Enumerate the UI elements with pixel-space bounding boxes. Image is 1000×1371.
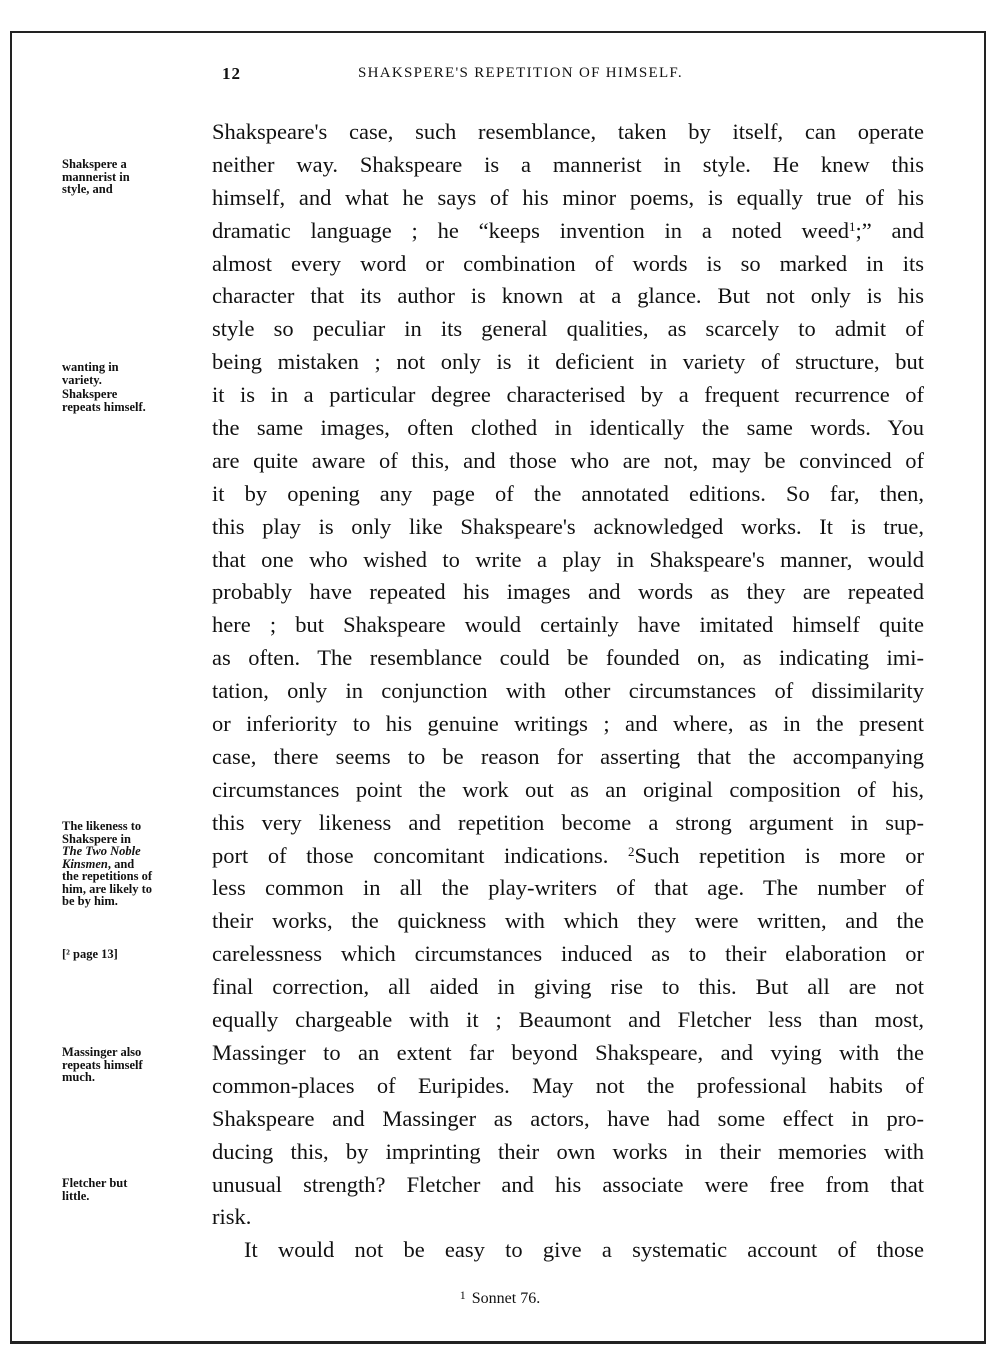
- text-line: as often. The resemblance could be founded on, as indicating imi-: [212, 645, 924, 671]
- text-line: final correction, all aided in giving rise to this. But all are not: [212, 974, 924, 1000]
- text-line: that one who wished to write a play in Shakspeare's manner, would: [212, 546, 924, 572]
- sidenote-line: him, are likely to: [62, 881, 153, 896]
- text-line: the same images, often clothed in identically the same words. You: [212, 415, 924, 441]
- page-break-marker-2: 2: [627, 843, 635, 859]
- sidenote-line: [² page 13]: [62, 947, 118, 961]
- sidenote-line: Fletcher but: [62, 1176, 128, 1190]
- sidenote-massinger: [62, 1046, 192, 1084]
- text-line: it is in a particular degree characterised by a frequent recurrence of: [212, 382, 924, 408]
- sidenote-italic-title: Kinsmen: [62, 856, 108, 871]
- sidenote-line: little.: [62, 1188, 90, 1203]
- text-line: almost every word or combination of words is so marked in its: [212, 250, 924, 276]
- text-span: ;” and: [855, 217, 924, 243]
- sidenote-line: style, and: [62, 182, 113, 196]
- sidenote-line: much.: [62, 1070, 95, 1084]
- text-line: here ; but Shakspeare would certainly have imitated himself quite: [212, 612, 924, 638]
- footnote-mark: 1: [459, 1288, 466, 1302]
- sidenote-line: the repetitions of: [62, 869, 153, 883]
- text-line: Shakspeare's case, such resemblance, taken by itself, can operate: [212, 119, 924, 144]
- text-line: this play is only like Shakspeare's acknowledged works. It is true,: [212, 513, 924, 539]
- text-line: probably have repeated his images and words as they are repeated: [212, 579, 924, 605]
- footnote-ref-1[interactable]: 1: [848, 218, 856, 234]
- sidenote-italic-title: The Two Noble: [62, 844, 141, 858]
- sidenote-line: The likeness to: [62, 819, 142, 833]
- text-line: circumstances point the work out as an original composition of his,: [212, 776, 924, 802]
- text-line: character that its author is known at a glance. But not only is his: [212, 283, 924, 309]
- text-line: are quite aware of this, and those who are not, may be convinced of: [212, 447, 924, 473]
- text-line: this very likeness and repetition become a strong argument in sup-: [212, 809, 924, 835]
- sidenote-line: mannerist in: [62, 169, 130, 184]
- sidenote-wanting-variety: [62, 361, 192, 386]
- text-line: equally chargeable with it ; Beaumont and Fletcher less than most,: [212, 1007, 924, 1033]
- sidenote-fletcher: [62, 1177, 192, 1202]
- text-line: unusual strength? Fletcher and his associate were free from that: [212, 1171, 924, 1197]
- text-line: or inferiority to his genuine writings ; and where, as in the present: [212, 711, 924, 737]
- text-line: tation, only in conjunction with other circumstances of dissimilarity: [212, 678, 924, 704]
- sidenote-line: wanting in: [62, 360, 119, 374]
- text-line: being mistaken ; not only is it deficient in variety of structure, but: [212, 349, 924, 375]
- sidenote-line: be by him.: [62, 894, 118, 908]
- footnote-text: Sonnet 76.: [471, 1290, 541, 1307]
- text-line: common-places of Euripides. May not the professional habits of: [212, 1072, 924, 1098]
- text-span: port of those concomitant indications.: [212, 842, 628, 868]
- text-line: less common in all the play-writers of that age. The number of: [212, 875, 924, 901]
- sidenote-text: , and: [107, 856, 135, 871]
- text-span: dramatic language ; he “keeps invention in a noted weed: [212, 217, 849, 243]
- text-line: their works, the quickness with which they were written, and the: [212, 908, 924, 934]
- text-line: case, there seems to be reason for asserting that the accompanying: [212, 743, 924, 769]
- page-number: 12: [222, 64, 241, 83]
- text-line: style so peculiar in its general qualities, as scarcely to admit of: [212, 316, 924, 342]
- sidenote-page-ref: [62, 948, 192, 961]
- sidenote-line: Shakspere in: [62, 831, 131, 846]
- page-header: [0, 64, 1000, 88]
- text-line: himself, and what he says of his minor poems, is equally true of his: [212, 184, 924, 210]
- sidenote-line: variety.: [62, 372, 102, 387]
- sidenote-line: repeats himself.: [62, 399, 146, 414]
- sidenote-likeness: [62, 820, 192, 908]
- text-span: Such repetition is more or: [634, 842, 924, 868]
- sidenote-line: Massinger also: [62, 1045, 142, 1059]
- body-text: [212, 116, 924, 1267]
- sidenote-line: Shakspere: [62, 387, 118, 401]
- sidenote-line: Shakspere a: [62, 157, 127, 171]
- footnote: [0, 1290, 1000, 1308]
- sidenote-repeats-himself: [62, 388, 192, 413]
- text-line: risk.: [212, 1204, 252, 1230]
- text-line: Massinger to an extent far beyond Shakspeare, and vying with the: [212, 1039, 924, 1065]
- running-title: SHAKSPERE'S REPETITION OF HIMSELF.: [358, 65, 683, 81]
- text-line: ducing this, by imprinting their own works in their memories with: [212, 1138, 924, 1164]
- text-line: Shakspeare and Massinger as actors, have had some effect in pro-: [212, 1105, 924, 1131]
- text-line: [212, 840, 924, 873]
- sidenote-mannerist: [62, 158, 192, 196]
- text-line: neither way. Shakspeare is a mannerist in style. He knew this: [212, 151, 924, 177]
- text-line: [212, 215, 924, 248]
- sidenote-line: repeats himself: [62, 1057, 143, 1072]
- text-line: carelessness which circumstances induced as to their elaboration or: [212, 941, 924, 967]
- text-line: it by opening any page of the annotated editions. So far, then,: [212, 480, 924, 506]
- text-line-paragraph-start: It would not be easy to give a systematic account of those: [244, 1237, 924, 1263]
